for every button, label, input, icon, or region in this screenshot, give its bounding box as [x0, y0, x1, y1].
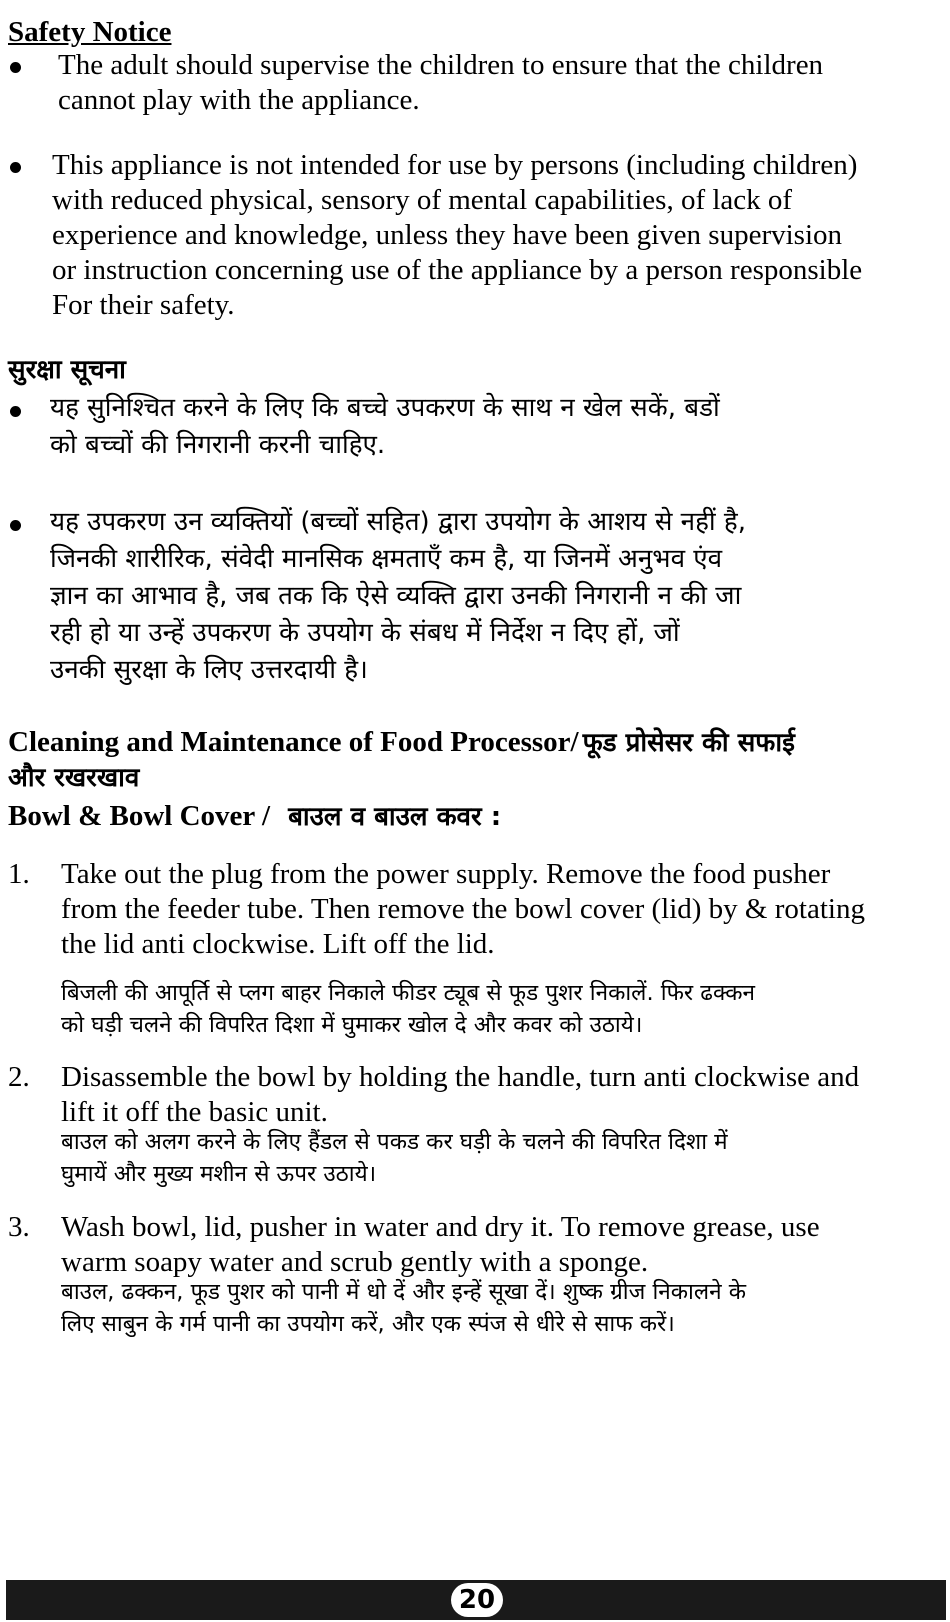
step-3-en — [61, 1210, 820, 1280]
bullet-icon — [10, 62, 21, 73]
text-line: बिजली की आपूर्ति से प्लग बाहर निकाले फीडर ट्यूब से फूड पुशर निकालें. फिर ढक्कन — [61, 980, 755, 1006]
text-line: जिनकी शारीरिक, संवेदी मानसिक क्षमताएँ कम है, या जिनमें अनुभव एंव — [50, 544, 723, 574]
bowl-subheading — [8, 798, 501, 835]
text-line: Disassemble the bowl by holding the handle, turn anti clockwise and — [61, 1061, 860, 1093]
safety-notice-title-hindi: सुरक्षा सूचना — [8, 355, 126, 385]
safety-notice-title: Safety Notice — [8, 16, 172, 48]
text-line: For their safety. — [52, 289, 235, 321]
text-line: घुमायें और मुख्य मशीन से ऊपर उठाये। — [61, 1161, 377, 1187]
text-line: Wash bowl, lid, pusher in water and dry it. To remove grease, use — [61, 1211, 820, 1243]
bullet-icon — [10, 162, 21, 173]
text-line: from the feeder tube. Then remove the bowl cover (lid) by & rotating — [61, 893, 865, 925]
step-number: 3. — [8, 1211, 30, 1243]
text-line: उनकी सुरक्षा के लिए उत्तरदायी है। — [50, 655, 368, 685]
step-number: 1. — [8, 858, 30, 890]
text-line: The adult should supervise the children to ensure that the children — [58, 49, 824, 81]
text-line: रही हो या उन्हें उपकरण के उपयोग के संबध में निर्देश न दिए हों, जों — [50, 618, 680, 648]
cleaning-heading-hi: फूड प्रोसेसर की सफाई — [582, 728, 795, 758]
text-line: यह सुनिश्चित करने के लिए कि बच्चे उपकरण के साथ न खेल सकें, बडों — [50, 393, 720, 423]
bowl-subheading-en: Bowl & Bowl Cover / — [8, 800, 271, 832]
bullet-icon — [10, 520, 21, 531]
safety-hi-bullet-2 — [50, 504, 746, 689]
text-line: यह उपकरण उन व्यक्तियों (बच्चों सहित) द्वारा उपयोग के आशय से नहीं है, — [50, 507, 746, 537]
text-line: or instruction concerning use of the appliance by a person responsible — [52, 254, 863, 286]
text-line: लिए साबुन के गर्म पानी का उपयोग करें, और एक स्पंज से धीरे से साफ करें। — [61, 1311, 675, 1337]
step-2-hi — [61, 1126, 728, 1190]
text-line: cannot play with the appliance. — [58, 84, 420, 116]
text-line: को घड़ी चलने की विपरित दिशा में घुमाकर खोल दे और कवर को उठाये। — [61, 1012, 643, 1038]
text-line: बाउल को अलग करने के लिए हैंडल से पकड कर घड़ी के चलने की विपरित दिशा में — [61, 1129, 728, 1155]
step-number: 2. — [8, 1061, 30, 1093]
text-line: with reduced physical, sensory of mental capabilities, of lack of — [52, 184, 793, 216]
safety-en-bullet-1 — [58, 48, 823, 118]
text-line: warm soapy water and scrub gently with a sponge. — [61, 1246, 649, 1278]
cleaning-heading-hi-line2: और रखरखाव — [8, 763, 140, 793]
page-number: 20 — [451, 1583, 503, 1617]
text-line: को बच्चों की निगरानी करनी चाहिए. — [50, 430, 386, 460]
bullet-icon — [10, 406, 21, 417]
step-1-en — [61, 857, 865, 962]
text-line: बाउल, ढक्कन, फूड पुशर को पानी में धो दें और इन्हें सूखा दें। शुष्क ग्रीज निकालने के — [61, 1279, 747, 1305]
text-line: lift it off the basic unit. — [61, 1096, 328, 1128]
step-3-hi — [61, 1276, 746, 1340]
text-line: This appliance is not intended for use by persons (including children) — [52, 149, 858, 181]
text-line: Take out the plug from the power supply. Remove the food pusher — [61, 858, 831, 890]
bowl-subheading-hi: बाउल व बाउल कवर : — [288, 802, 502, 832]
cleaning-heading — [8, 724, 795, 761]
step-1-hi — [61, 977, 755, 1041]
text-line: the lid anti clockwise. Lift off the lid. — [61, 928, 495, 960]
safety-hi-bullet-1 — [50, 390, 720, 464]
text-line: experience and knowledge, unless they have been given supervision — [52, 219, 842, 251]
cleaning-heading-en: Cleaning and Maintenance of Food Processor/ — [8, 726, 579, 758]
step-2-en — [61, 1060, 859, 1130]
safety-en-bullet-2 — [52, 148, 862, 323]
text-line: ज्ञान का आभाव है, जब तक कि ऐसे व्यक्ति द्वारा उनकी निगरानी न की जा — [50, 581, 742, 611]
